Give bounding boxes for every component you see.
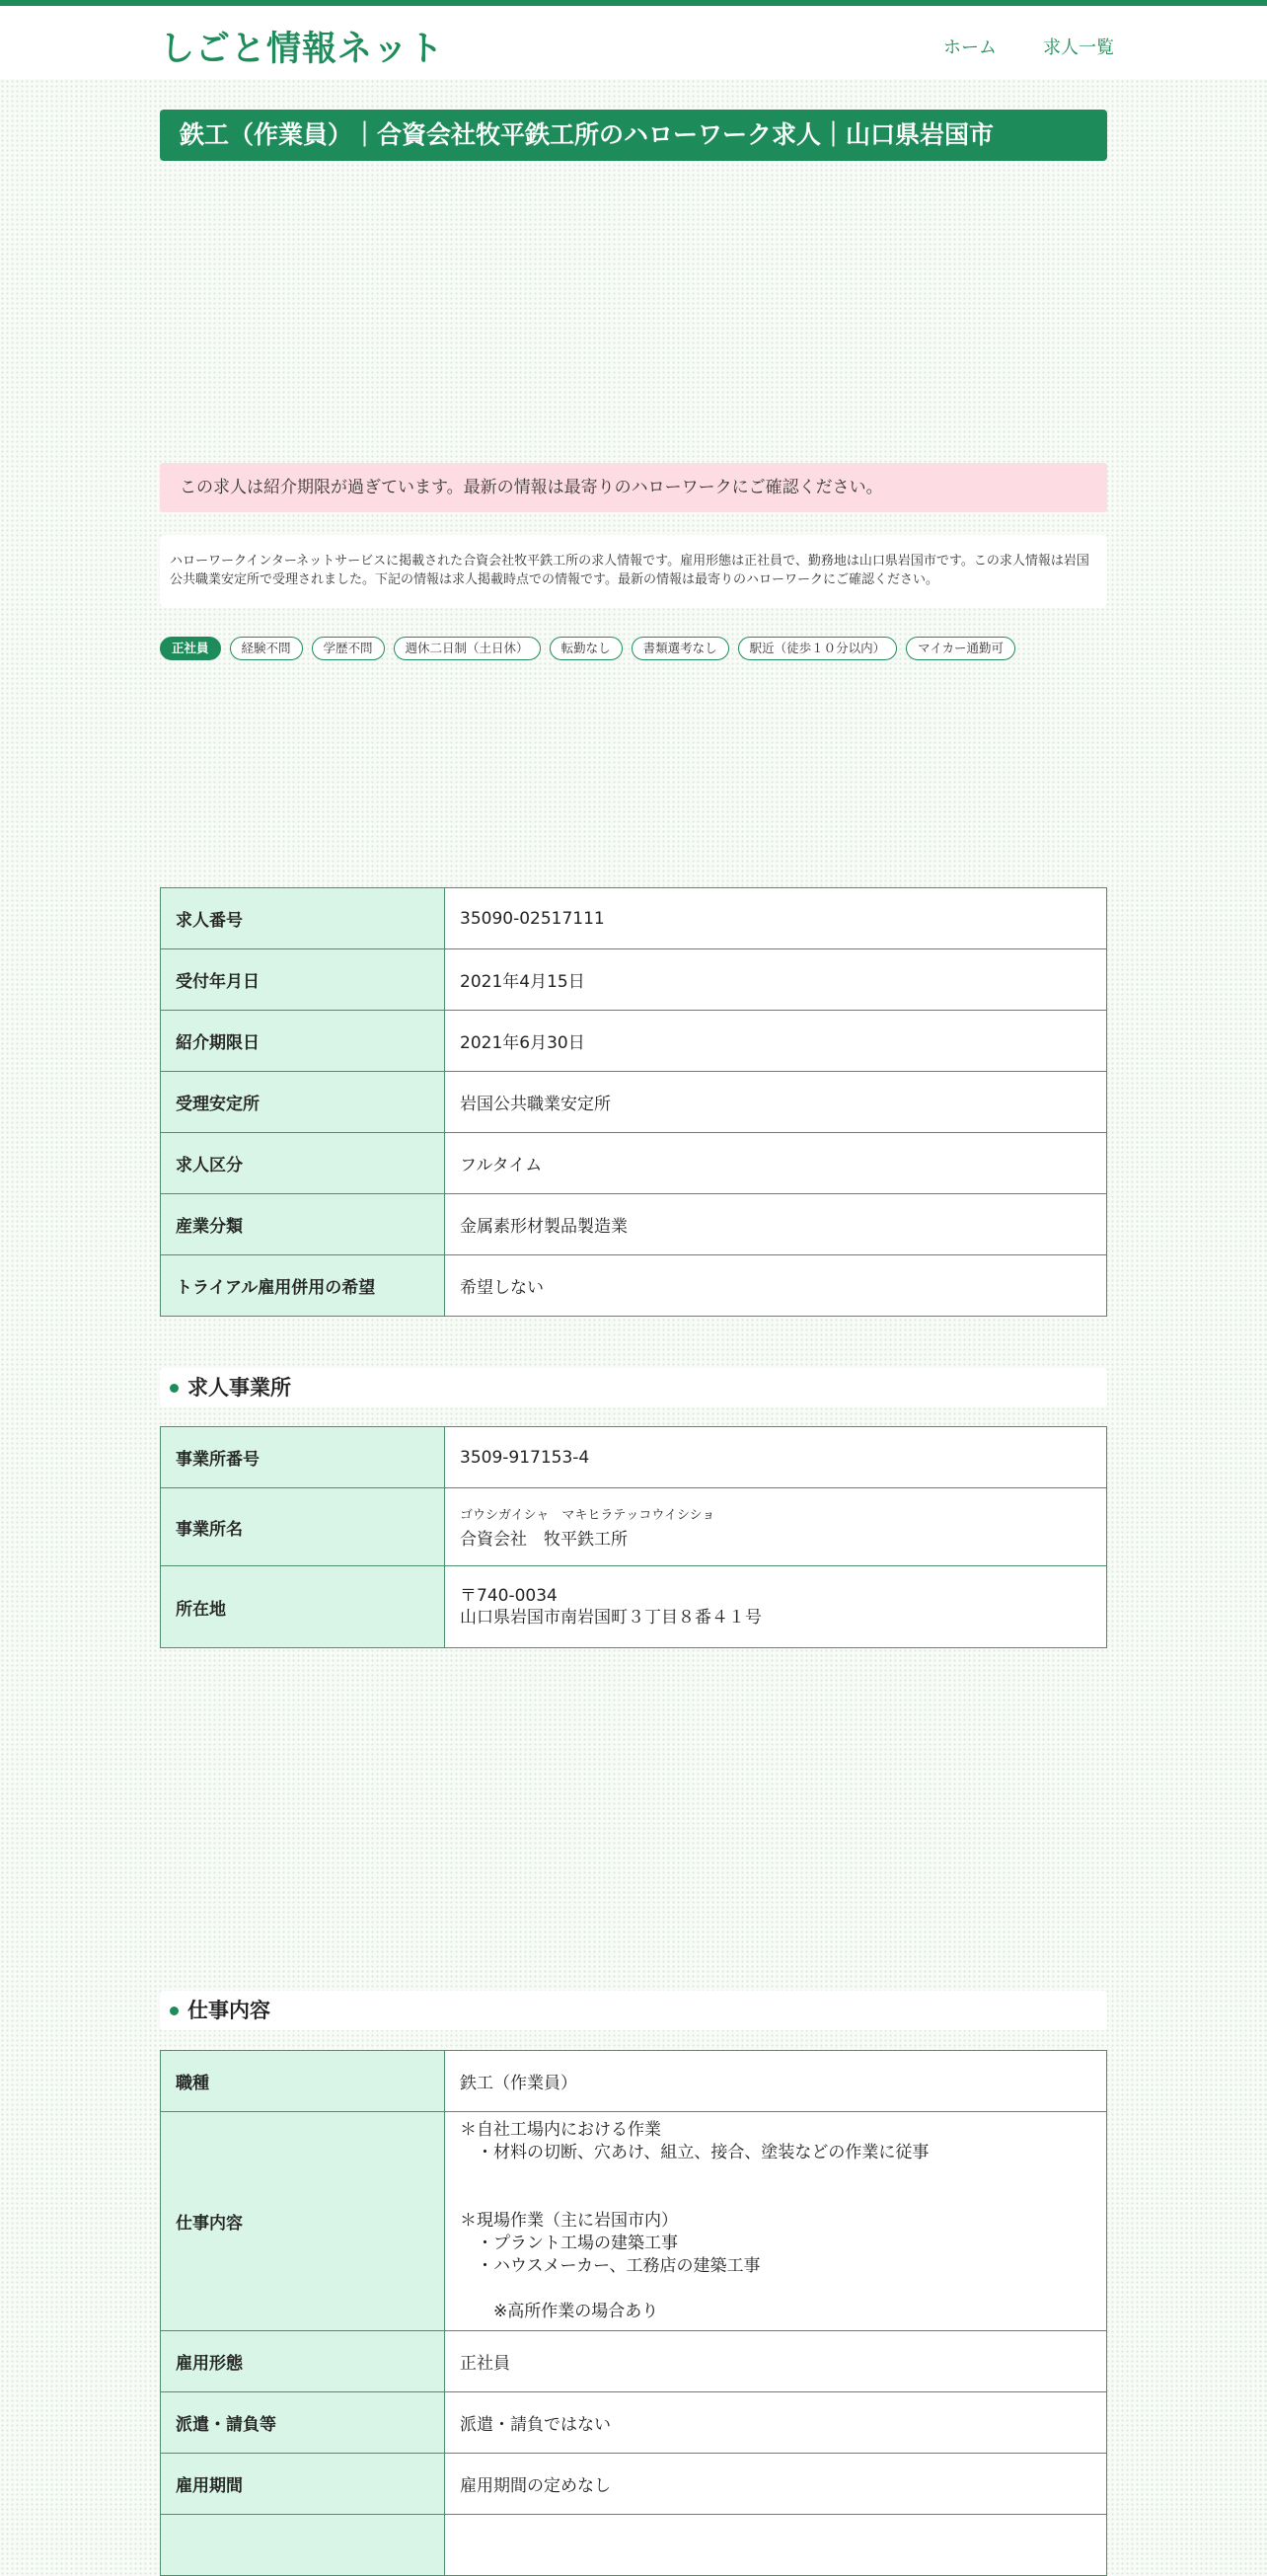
- table-row: [161, 2331, 1107, 2392]
- site-logo[interactable]: しごと情報ネット: [160, 30, 445, 69]
- row-value: 金属素形材製品製造業: [445, 1194, 1107, 1255]
- row-label: 受理安定所: [161, 1072, 445, 1133]
- table-row: [161, 2515, 1107, 2576]
- employer-table: [160, 1426, 1107, 1648]
- bullet-dot-icon: [170, 1384, 179, 1393]
- table-row: [161, 1133, 1107, 1194]
- office-name: 合資会社 牧平鉄工所: [460, 1530, 628, 1550]
- nav-job-list-link[interactable]: 求人一覧: [1043, 38, 1114, 58]
- row-label: [161, 2515, 445, 2576]
- tag: マイカー通勤可: [906, 637, 1015, 660]
- row-value: 希望しない: [445, 1255, 1107, 1317]
- table-row: [161, 2392, 1107, 2454]
- row-value: 35090-02517111: [445, 888, 1107, 949]
- section-heading-employer: [160, 1368, 1107, 1407]
- row-label: 事業所番号: [161, 1427, 445, 1488]
- tag: 週休二日制（土日休）: [394, 637, 541, 660]
- expired-notice: この求人は紹介期限が過ぎています。最新の情報は最寄りのハローワークにご確認ください。: [160, 463, 1107, 512]
- tag: 転勤なし: [550, 637, 623, 660]
- table-row: [161, 2051, 1107, 2112]
- office-name-cell: [445, 1488, 1107, 1566]
- table-row: [161, 2112, 1107, 2331]
- table-row: [161, 949, 1107, 1011]
- row-label: 所在地: [161, 1566, 445, 1648]
- office-number: 3509-917153-4: [445, 1427, 1107, 1488]
- table-row: [161, 1488, 1107, 1566]
- job-description-summary: ハローワークインターネットサービスに掲載された合資会社牧平鉄工所の求人情報です。雇用形態は正社員で、勤務地は山口県岩国市です。この求人情報は岩国公共職業安定所で受理されました。下記の情報は求人掲載時点での情報です。最新の情報は最寄りのハローワークにご確認ください。: [160, 535, 1107, 608]
- bullet-dot-icon: [170, 2007, 179, 2015]
- tag: 駅近（徒歩１０分以内）: [738, 637, 898, 660]
- row-label: 求人番号: [161, 888, 445, 949]
- row-label: 雇用期間: [161, 2454, 445, 2515]
- tag-employment-type: 正社員: [160, 637, 221, 660]
- table-row: [161, 1011, 1107, 1072]
- table-row: [161, 1255, 1107, 1317]
- job-content: ＊自社工場内における作業 ・材料の切断、穴あけ、組立、接合、塗装などの作業に従事 ＊現場作業（主に岩国市内） ・プラント工場の建築工事 ・ハウスメーカー、工務店の建築工事 ※高所作業の場合あり: [445, 2112, 1107, 2331]
- row-value: [445, 2515, 1107, 2576]
- table-row: [161, 1427, 1107, 1488]
- page-title: 鉄工（作業員）｜合資会社牧平鉄工所のハローワーク求人｜山口県岩国市: [160, 110, 1107, 161]
- dispatch-status: 派遣・請負ではない: [445, 2392, 1107, 2454]
- row-label: 職種: [161, 2051, 445, 2112]
- job-table: [160, 2050, 1107, 2576]
- row-label: トライアル雇用併用の希望: [161, 1255, 445, 1317]
- row-label: 派遣・請負等: [161, 2392, 445, 2454]
- address: 山口県岩国市南岩国町３丁目８番４１号: [460, 1608, 762, 1628]
- tag: 経験不問: [230, 637, 303, 660]
- nav-home-link[interactable]: ホーム: [943, 38, 997, 58]
- section-title: 仕事内容: [187, 1999, 270, 2022]
- tag: 学歴不問: [312, 637, 385, 660]
- feature-tags: [160, 637, 1015, 660]
- table-row: [161, 1194, 1107, 1255]
- row-label: 事業所名: [161, 1488, 445, 1566]
- section-heading-job: [160, 1991, 1107, 2030]
- row-label: 仕事内容: [161, 2112, 445, 2331]
- postal-code: 〒740-0034: [460, 1586, 558, 1606]
- section-title: 求人事業所: [187, 1376, 291, 1400]
- row-value: 2021年4月15日: [445, 949, 1107, 1011]
- row-label: 紹介期限日: [161, 1011, 445, 1072]
- row-value: フルタイム: [445, 1133, 1107, 1194]
- tag: 書類選考なし: [632, 637, 729, 660]
- address-cell: [445, 1566, 1107, 1648]
- table-row: [161, 2454, 1107, 2515]
- row-label: 産業分類: [161, 1194, 445, 1255]
- employment-period: 雇用期間の定めなし: [445, 2454, 1107, 2515]
- basic-info-table: [160, 887, 1107, 1317]
- job-type: 鉄工（作業員）: [445, 2051, 1107, 2112]
- office-name-kana: ゴウシガイシャ マキヒラテッコウイシショ: [460, 1508, 715, 1523]
- table-row: [161, 1072, 1107, 1133]
- table-row: [161, 1566, 1107, 1648]
- row-label: 受付年月日: [161, 949, 445, 1011]
- row-label: 雇用形態: [161, 2331, 445, 2392]
- row-value: 岩国公共職業安定所: [445, 1072, 1107, 1133]
- row-value: 2021年6月30日: [445, 1011, 1107, 1072]
- table-row: [161, 888, 1107, 949]
- employment-type: 正社員: [445, 2331, 1107, 2392]
- site-header: [0, 6, 1267, 79]
- row-label: 求人区分: [161, 1133, 445, 1194]
